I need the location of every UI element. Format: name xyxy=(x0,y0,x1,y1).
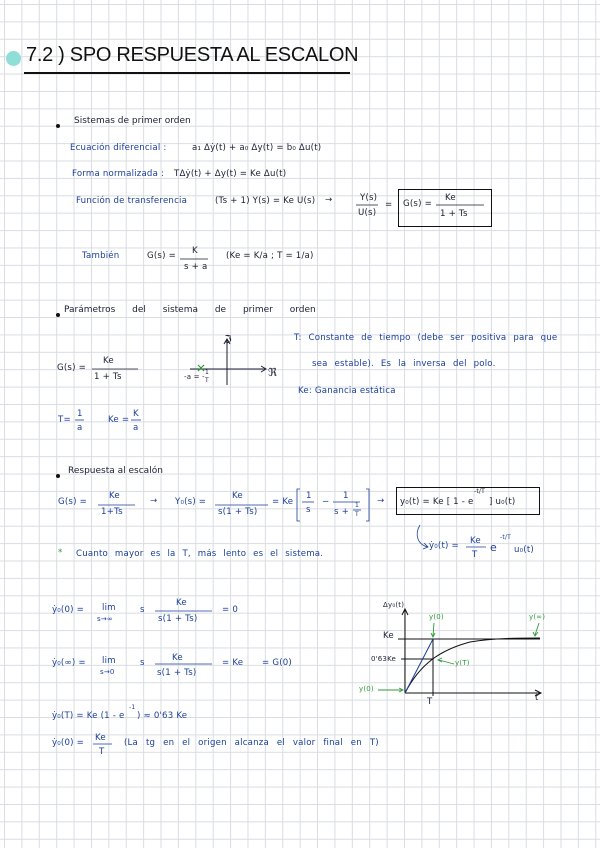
lim2-num: Ke xyxy=(172,653,183,663)
lim1-num: Ke xyxy=(176,598,187,608)
eq-diferencial: a₁ Δẏ(t) + a₀ Δy(t) = b₀ Δu(t) xyxy=(192,143,322,153)
g-lhs-2: G(s) = xyxy=(58,497,87,507)
step-response-axes xyxy=(398,609,541,696)
ke-den: a xyxy=(133,423,139,433)
graph-yT: y(T) xyxy=(455,659,470,667)
deriv0-lhs: ẏ₀(0) = xyxy=(52,738,85,748)
pole-zero-axes xyxy=(190,339,266,385)
t-lhs: T= xyxy=(58,415,71,425)
deriv-lhs: ẏ₀(t) = xyxy=(429,541,459,551)
graph-T-label: T xyxy=(427,697,433,707)
pole-marker xyxy=(198,365,204,371)
pole-label: -a = - xyxy=(184,373,205,381)
tambien-num: K xyxy=(192,246,198,256)
graph-y0-top: y(0) xyxy=(429,613,444,621)
deriv-e: e xyxy=(490,541,497,554)
frac-den-U: U(s) xyxy=(358,208,377,218)
deriv-num: Ke xyxy=(470,536,481,546)
y-lhs: Y₀(s) = xyxy=(175,497,207,507)
g-lhs: G(s) = xyxy=(57,363,86,373)
label-ecuacion: Ecuación diferencial : xyxy=(70,143,167,153)
f2-num: 1 xyxy=(343,491,349,501)
pole-den: T xyxy=(205,377,209,384)
deriv0-note: (La tg en el origen alcanza el valor final en T) xyxy=(124,738,379,748)
equals-sign: = xyxy=(385,200,393,210)
y-num: Ke xyxy=(232,491,243,501)
ke-definition: Ke: Ganancia estática xyxy=(298,386,396,396)
graph-ke-label: Ke xyxy=(383,631,394,641)
tambien-lhs: G(s) = xyxy=(147,251,176,261)
pole-num: 1 xyxy=(205,369,210,376)
f2-inner-num: 1 xyxy=(355,502,360,509)
bracket-right xyxy=(366,489,369,521)
bracket-left xyxy=(297,489,300,521)
arrow: → xyxy=(377,496,385,506)
t-definition-line2: sea estable). Es la inversa del polo. xyxy=(312,359,496,369)
deriv-exp: -t/T xyxy=(500,534,512,541)
graph-y0-left: y(0) xyxy=(359,685,374,693)
yT-exp: -1 xyxy=(129,704,136,711)
graph-annotation-arrows xyxy=(378,623,539,692)
lim2-s: s xyxy=(140,658,145,668)
lim2-res: = Ke xyxy=(222,658,244,668)
lim1-s: s xyxy=(140,605,145,615)
arrow: → xyxy=(150,496,158,506)
f2-inner-den: T xyxy=(355,511,359,518)
y-eq2: = Ke xyxy=(272,497,294,507)
frac-num-Y: Y(s) xyxy=(360,193,378,203)
box-y: y₀(t) = Ke [ 1 - e xyxy=(400,497,474,507)
ke-num: K xyxy=(133,409,139,419)
eq-transformada: (Ts + 1) Y(s) = Ke U(s) xyxy=(215,196,316,206)
tambien-note: (Ke = K/a ; T = 1/a) xyxy=(226,251,314,261)
lim1-res: = 0 xyxy=(222,605,238,615)
g-den-2: 1+Ts xyxy=(101,507,123,517)
step-response-curve xyxy=(405,638,540,693)
yT-eq: ẏ₀(T) = Ke (1 - e xyxy=(52,711,125,721)
label-tambien: También xyxy=(82,251,120,261)
lim1-lhs: ẏ₀(0) = xyxy=(52,605,85,615)
arrow: → xyxy=(325,195,333,205)
graph-yaxis-label: Δy₀(t) xyxy=(383,601,405,609)
g-num-2: Ke xyxy=(109,491,120,501)
tambien-den: s + a xyxy=(184,262,208,272)
lim2-sub: s→0 xyxy=(100,668,115,676)
page-title: 7.2 ) SPO RESPUESTA AL ESCALON xyxy=(26,44,359,66)
ke-lhs: Ke = xyxy=(108,415,130,425)
lim1-lim: lim xyxy=(102,603,116,613)
lim1-den: s(1 + Ts) xyxy=(158,614,198,624)
graph-063-label: 0'63Ke xyxy=(371,655,397,663)
box-lhs: G(s) = xyxy=(403,199,432,209)
t-den: a xyxy=(77,423,83,433)
yT-tail: ) ≈ 0'63 Ke xyxy=(137,711,188,721)
imaginary-axis-label: ℑ xyxy=(224,333,232,346)
f2-den: s + xyxy=(334,507,350,517)
box-num: Ke xyxy=(445,193,456,203)
lim1-sub: s→∞ xyxy=(97,615,113,623)
curved-arrow xyxy=(417,525,428,547)
graph-time-label: t xyxy=(535,693,539,703)
t-definition-line1: T: Constante de tiempo (debe ser positiva para que xyxy=(294,333,558,343)
eq-normalizada: TΔẏ(t) + Δy(t) = Ke Δu(t) xyxy=(174,169,287,179)
minus-sign: − xyxy=(322,497,330,507)
section-heading-respuesta: Respuesta al escalón xyxy=(68,466,163,476)
g-num: Ke xyxy=(103,356,114,366)
lim2-den: s(1 + Ts) xyxy=(157,668,197,678)
section-heading-parametros: Parámetros del sistema de primer orden xyxy=(64,305,316,315)
lim2-res2: = G(0) xyxy=(262,658,292,668)
deriv0-num: Ke xyxy=(95,733,106,743)
box-tail: ] u₀(t) xyxy=(489,497,516,507)
g-den: 1 + Ts xyxy=(94,372,122,382)
tangent-line xyxy=(405,639,433,693)
label-funcion-transferencia: Función de transferencia xyxy=(76,196,188,206)
lim2-lim: lim xyxy=(102,656,116,666)
real-axis-label: ℜ xyxy=(268,366,278,379)
box-exp: -t/T xyxy=(474,488,486,495)
lim2-lhs: ẏ₀(∞) = xyxy=(52,658,86,668)
t-num: 1 xyxy=(77,409,83,419)
box-den: 1 + Ts xyxy=(440,209,468,219)
deriv0-den: T xyxy=(99,747,105,757)
section-heading-sistemas: Sistemas de primer orden xyxy=(74,116,191,126)
deriv-den: T xyxy=(472,550,478,560)
note-lento: Cuanto mayor es la T, más lento es el sistema. xyxy=(76,549,324,559)
f1-num: 1 xyxy=(306,491,312,501)
note-star: * xyxy=(58,548,63,558)
label-forma-normalizada: Forma normalizada : xyxy=(72,169,165,179)
graph-yinf: y(∞) xyxy=(529,613,546,621)
y-den: s(1 + Ts) xyxy=(218,507,258,517)
deriv-tail: u₀(t) xyxy=(514,545,534,555)
f1-den: s xyxy=(306,505,311,515)
